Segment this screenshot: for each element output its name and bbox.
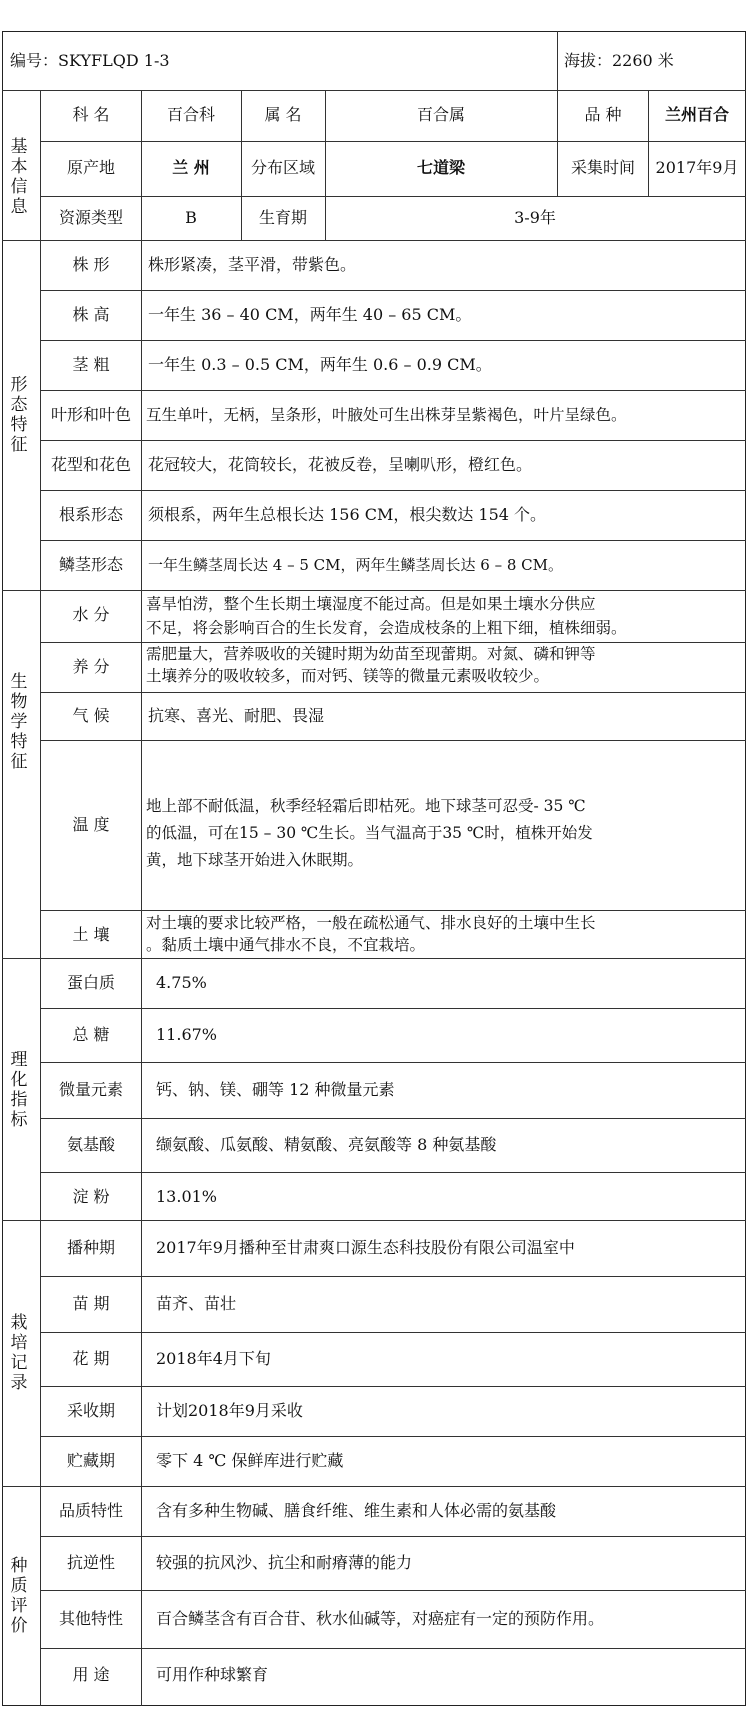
cult-value: 2017年9月播种至甘肃爽口源生态科技股份有限公司温室中 bbox=[156, 1238, 575, 1257]
rule bbox=[40, 490, 746, 491]
rule bbox=[2, 1486, 746, 1487]
morph-label: 花型和花色 bbox=[50, 455, 131, 474]
rule bbox=[40, 910, 746, 911]
chem-value: 钙、钠、镁、硼等 12 种微量元素 bbox=[156, 1080, 395, 1099]
eval-value: 百合鳞茎含有百合苷、秋水仙碱等，对癌症有一定的预防作用。 bbox=[156, 1609, 605, 1628]
rule bbox=[40, 540, 746, 541]
morph-label: 根系形态 bbox=[58, 505, 123, 524]
collect-value: 2017年9月 bbox=[655, 158, 739, 177]
origin-label: 原产地 bbox=[66, 158, 115, 177]
cult-label: 贮藏期 bbox=[66, 1451, 115, 1470]
section-evaluation: 种质评价 bbox=[10, 1556, 28, 1636]
rule bbox=[40, 692, 746, 693]
rule bbox=[2, 958, 746, 959]
rule bbox=[40, 1536, 746, 1537]
morph-label: 株 高 bbox=[72, 305, 110, 324]
morph-value: 一年生 36 – 40 CM，两年生 40 – 65 CM。 bbox=[148, 305, 472, 324]
family-value: 百合科 bbox=[166, 105, 215, 124]
bio-value-line: 不足，将会影响百合的生长发育，会造成枝条的上粗下细，植株细弱。 bbox=[146, 619, 627, 637]
morph-label: 鳞茎形态 bbox=[58, 555, 123, 574]
section-biology: 生物学特征 bbox=[10, 672, 28, 772]
chem-label: 总 糖 bbox=[72, 1025, 110, 1044]
rule bbox=[40, 390, 746, 391]
bio-value: 抗寒、喜光、耐肥、畏湿 bbox=[148, 706, 325, 725]
rule bbox=[648, 90, 649, 196]
bio-value-line: 地上部不耐低温，秋季经轻霜后即枯死。地下球茎可忍受- 35 ℃ bbox=[146, 797, 586, 815]
morph-value: 一年生鳞茎周长达 4 – 5 CM，两年生鳞茎周长达 6 – 8 CM。 bbox=[148, 556, 563, 574]
bio-label: 土 壤 bbox=[72, 925, 110, 944]
bio-value-line: 对土壤的要求比较严格，一般在疏松通气、排水良好的土壤中生长 bbox=[146, 914, 596, 932]
eval-value: 较强的抗风沙、抗尘和耐瘠薄的能力 bbox=[156, 1553, 413, 1572]
rule bbox=[325, 90, 326, 241]
morph-label: 茎 粗 bbox=[72, 355, 110, 374]
chem-value: 13.01% bbox=[156, 1187, 218, 1206]
rule bbox=[40, 290, 746, 291]
morph-label: 株 形 bbox=[72, 255, 110, 274]
bio-label: 水 分 bbox=[72, 605, 110, 624]
variety-value: 兰州百合 bbox=[664, 105, 729, 124]
bio-value-line: 需肥量大，营养吸收的关键时期为幼苗至现蕾期。对氮、磷和钾等 bbox=[146, 645, 596, 663]
genus-label: 属 名 bbox=[264, 105, 302, 124]
genus-value: 百合属 bbox=[416, 105, 465, 124]
bio-value-line: 黄，地下球茎开始进入休眠期。 bbox=[146, 851, 364, 869]
bio-value-line: 土壤养分的吸收较多，而对钙、镁等的微量元素吸收较少。 bbox=[146, 667, 550, 685]
chem-label: 蛋白质 bbox=[66, 973, 115, 992]
rule bbox=[40, 196, 746, 197]
rule bbox=[40, 1436, 746, 1437]
rule bbox=[557, 90, 558, 196]
chem-value: 11.67% bbox=[156, 1025, 218, 1044]
cult-value: 苗齐、苗壮 bbox=[156, 1294, 237, 1313]
rule bbox=[40, 440, 746, 441]
rule bbox=[40, 1008, 746, 1009]
eval-label: 抗逆性 bbox=[66, 1553, 115, 1572]
cult-label: 花 期 bbox=[72, 1349, 110, 1368]
chem-value: 缬氨酸、瓜氨酸、精氨酸、亮氨酸等 8 种氨基酸 bbox=[156, 1135, 497, 1154]
variety-label: 品 种 bbox=[584, 105, 622, 124]
bio-label: 气 候 bbox=[72, 706, 110, 725]
section-basic-info: 基本信息 bbox=[10, 137, 28, 217]
morph-value: 花冠较大，花筒较长，花被反卷，呈喇叭形，橙红色。 bbox=[148, 455, 533, 474]
rule bbox=[241, 90, 242, 241]
rule bbox=[2, 590, 746, 591]
chem-label: 淀 粉 bbox=[72, 1187, 110, 1206]
chem-label: 氨基酸 bbox=[66, 1135, 115, 1154]
cult-label: 苗 期 bbox=[72, 1294, 110, 1313]
altitude: 海拔：2260 米 bbox=[564, 51, 674, 70]
eval-label: 品质特性 bbox=[58, 1501, 123, 1520]
morph-value: 互生单叶，无柄，呈条形，叶腋处可生出株芽呈紫褐色，叶片呈绿色。 bbox=[146, 406, 627, 424]
bio-value-line: 。黏质土壤中通气排水不良，不宜栽培。 bbox=[146, 936, 426, 954]
rule bbox=[2, 1220, 746, 1221]
rule bbox=[40, 340, 746, 341]
growth-value: 3-9年 bbox=[514, 208, 556, 227]
cult-label: 采收期 bbox=[66, 1401, 115, 1420]
rule bbox=[40, 1386, 746, 1387]
chem-label: 微量元素 bbox=[58, 1080, 123, 1099]
morph-value: 株形紧凑，茎平滑，带紫色。 bbox=[148, 255, 357, 274]
type-label: 资源类型 bbox=[58, 208, 123, 227]
rule bbox=[40, 1332, 746, 1333]
morph-value: 一年生 0.3 – 0.5 CM，两年生 0.6 – 0.9 CM。 bbox=[148, 355, 492, 374]
type-value: B bbox=[185, 208, 197, 227]
area-label: 分布区域 bbox=[250, 158, 315, 177]
bio-value-line: 的低温，可在15 – 30 ℃生长。当气温高于35 ℃时，植株开始发 bbox=[146, 824, 593, 842]
rule bbox=[40, 1118, 746, 1119]
bio-label: 温 度 bbox=[72, 815, 110, 834]
record-id: 编号：SKYFLQD 1-3 bbox=[10, 51, 170, 70]
cult-value: 计划2018年9月采收 bbox=[156, 1401, 303, 1420]
collect-label: 采集时间 bbox=[570, 158, 635, 177]
rule bbox=[40, 141, 746, 142]
eval-value: 含有多种生物碱、膳食纤维、维生素和人体必需的氨基酸 bbox=[156, 1501, 557, 1520]
rule bbox=[40, 90, 41, 1706]
rule bbox=[40, 740, 746, 741]
area-value: 七道梁 bbox=[416, 158, 465, 177]
cult-label: 播种期 bbox=[66, 1238, 115, 1257]
origin-value: 兰 州 bbox=[172, 158, 210, 177]
morph-value: 须根系，两年生总根长达 156 CM，根尖数达 154 个。 bbox=[148, 505, 547, 524]
morph-label: 叶形和叶色 bbox=[50, 405, 131, 424]
rule bbox=[40, 1276, 746, 1277]
section-cultivation: 栽培记录 bbox=[10, 1313, 28, 1393]
section-morphology: 形态特征 bbox=[10, 375, 28, 455]
rule bbox=[141, 90, 142, 1706]
growth-label: 生育期 bbox=[258, 208, 307, 227]
cult-value: 零下 4 ℃ 保鲜库进行贮藏 bbox=[156, 1451, 344, 1470]
bio-value-line: 喜旱怕涝，整个生长期土壤湿度不能过高。但是如果土壤水分供应 bbox=[146, 595, 596, 613]
rule bbox=[2, 90, 746, 91]
rule bbox=[40, 1062, 746, 1063]
rule bbox=[40, 1590, 746, 1591]
rule bbox=[40, 1172, 746, 1173]
chem-value: 4.75% bbox=[156, 973, 207, 992]
eval-label: 用 途 bbox=[72, 1665, 110, 1684]
section-physchem: 理化指标 bbox=[10, 1050, 28, 1130]
eval-label: 其他特性 bbox=[58, 1609, 123, 1628]
bio-label: 养 分 bbox=[72, 657, 110, 676]
rule bbox=[40, 1648, 746, 1649]
cult-value: 2018年4月下旬 bbox=[156, 1349, 271, 1368]
rule bbox=[2, 240, 746, 241]
family-label: 科 名 bbox=[72, 105, 110, 124]
eval-value: 可用作种球繁育 bbox=[156, 1665, 269, 1684]
rule bbox=[557, 31, 558, 90]
